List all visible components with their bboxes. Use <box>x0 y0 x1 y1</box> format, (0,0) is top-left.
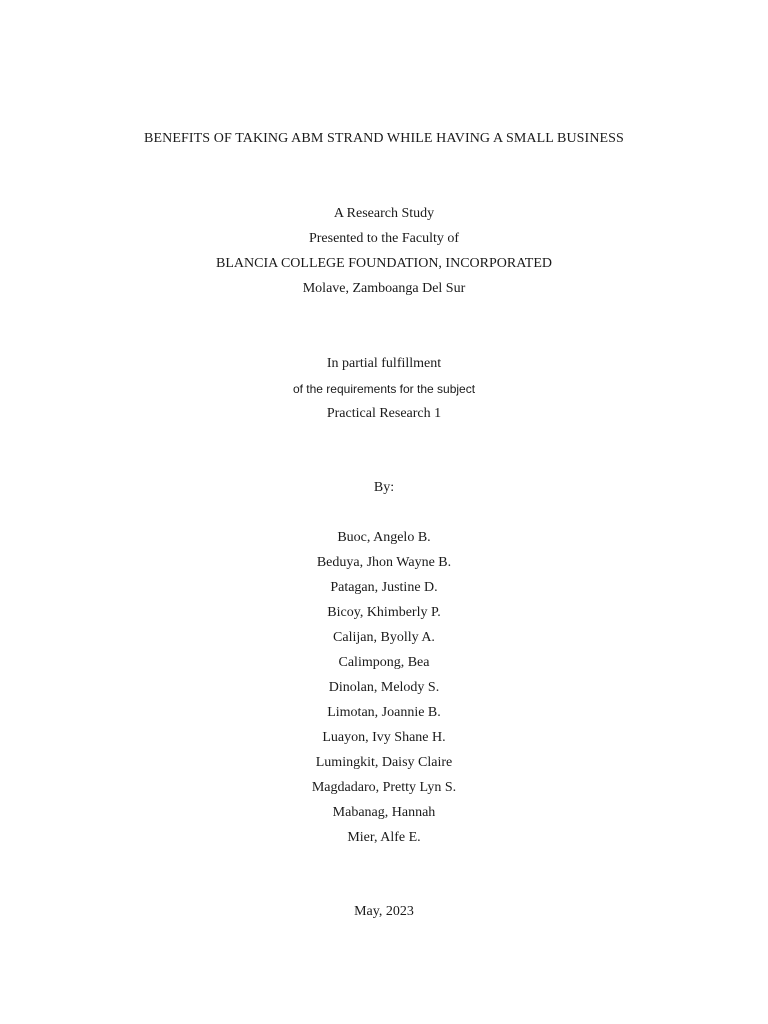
institution-location: Molave, Zamboanga Del Sur <box>302 281 466 296</box>
fulfillment-line-partial: In partial fulfillment <box>326 356 442 371</box>
author-name: Luayon, Ivy Shane H. <box>322 730 446 745</box>
document-date: May, 2023 <box>354 904 414 919</box>
author-name: Patagan, Justine D. <box>330 580 438 595</box>
presentation-line-study: A Research Study <box>333 206 435 221</box>
research-title: BENEFITS OF TAKING ABM STRAND WHILE HAVING A SMALL BUSINESS <box>144 131 624 146</box>
author-name: Buoc, Angelo B. <box>337 530 431 545</box>
author-name: Mabanag, Hannah <box>332 805 436 820</box>
presentation-line-faculty: Presented to the Faculty of <box>308 231 460 246</box>
subject-name: Practical Research 1 <box>326 406 442 421</box>
author-name: Dinolan, Melody S. <box>328 680 440 695</box>
author-name: Beduya, Jhon Wayne B. <box>316 555 452 570</box>
institution-name: BLANCIA COLLEGE FOUNDATION, INCORPORATED <box>216 256 552 271</box>
author-name: Lumingkit, Daisy Claire <box>315 755 453 770</box>
by-label: By: <box>373 480 395 495</box>
author-name: Bicoy, Khimberly P. <box>327 605 441 620</box>
author-name: Calijan, Byolly A. <box>333 630 435 645</box>
fulfillment-line-requirements: of the requirements for the subject <box>292 382 476 396</box>
author-name: Limotan, Joannie B. <box>327 705 441 720</box>
author-name: Magdadaro, Pretty Lyn S. <box>311 780 457 795</box>
author-name: Calimpong, Bea <box>338 655 430 670</box>
author-name: Mier, Alfe E. <box>347 830 421 845</box>
